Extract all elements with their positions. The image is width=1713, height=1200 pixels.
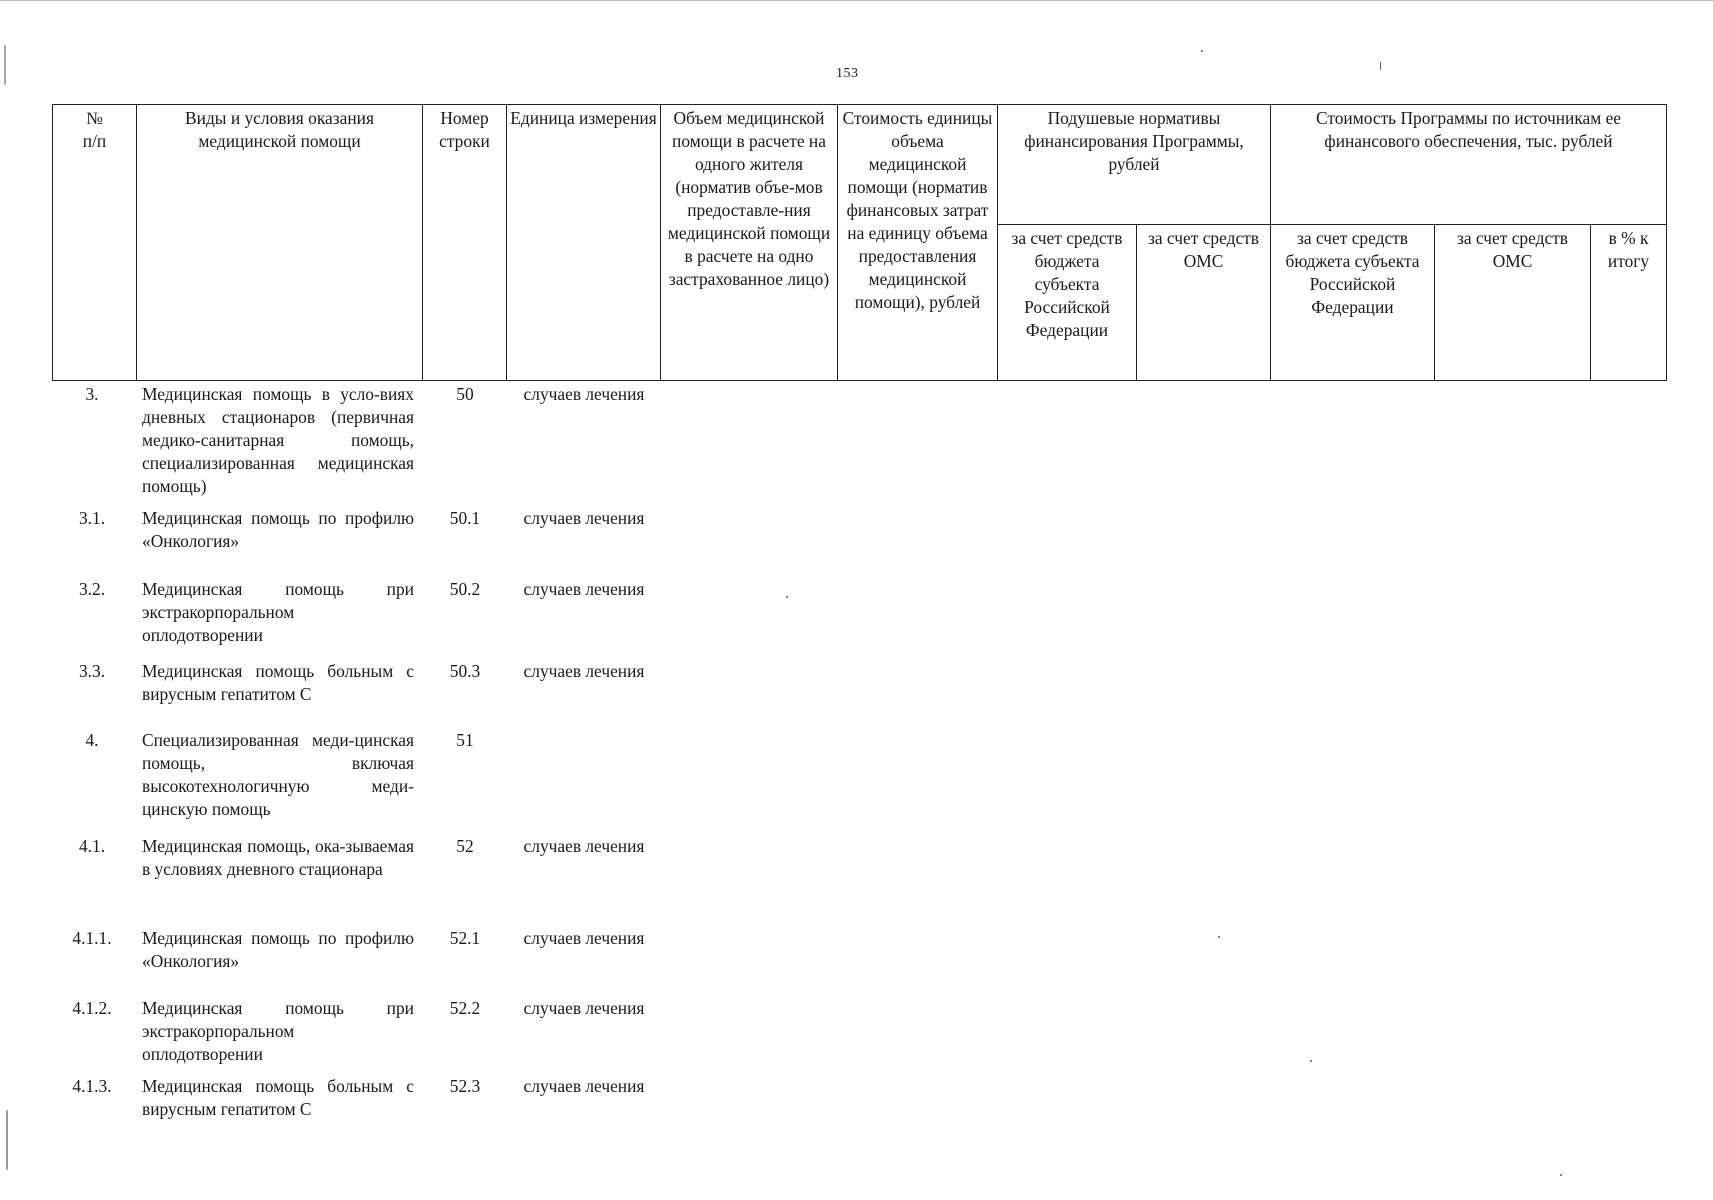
header-kinds: Виды и условия оказания медицинской помощи [137,105,423,381]
row-line-number: 50.1 [449,508,481,528]
row-unit: случаев лечения [523,508,645,528]
row-name: Медицинская помощь в усло-виях дневных стационаров (первичная медико-санитарная помощь, специализированная медицинская помощь) [142,384,414,496]
row-name: Медицинская помощь, ока-зываемая в условиях дневного стационара [142,836,414,879]
row-num: 4.1.2. [72,998,112,1018]
header-line-number: Номер строки [423,105,507,381]
scan-edge [0,0,1713,1]
row-line-number: 52 [456,836,474,856]
row-num: 3.2. [78,579,106,599]
row-line-number: 50.3 [449,661,481,681]
row-name: Медицинская помощь больным с вирусным гепатитом С [142,661,414,704]
scan-speck [1218,936,1220,938]
row-num: 4. [85,730,99,750]
row-num: 4.1.1. [72,928,112,948]
row-num: 4.1.3. [72,1076,112,1096]
row-line-number: 51 [456,730,474,750]
row-unit: случаев лечения [523,579,645,599]
header-program-percent: в % к итогу [1591,225,1667,381]
scan-speck [1560,1174,1562,1176]
row-line-number: 52.2 [449,998,481,1018]
row-num: 3. [85,384,99,404]
row-name: Специализированная меди-цинская помощь, включая высокотехнологичную меди-цинскую помощь [142,730,414,819]
header-volume: Объем медицинской помощи в расчете на одного жителя (норматив объе-мов предоставле-ния медицинской помощи в расчете на одно застрахованное лицо) [661,105,838,381]
scan-speck [6,1110,8,1170]
row-num: 4.1. [78,836,106,856]
scan-speck [1201,50,1203,52]
header-per-capita-budget: за счет средств бюджета субъекта Российской Федерации [998,225,1137,381]
header-unit: Единица измерения [507,105,661,381]
row-num: 3.1. [78,508,106,528]
header-per-capita: Подушевые нормативы финансирования Программы, рублей [998,105,1271,225]
table-header [52,104,1667,381]
row-unit: случаев лечения [523,998,645,1018]
page-number: 153 [836,66,859,81]
row-line-number: 52.1 [449,928,481,948]
header-per-capita-oms: за счет средств ОМС [1137,225,1271,381]
row-unit: случаев лечения [523,836,645,856]
scan-speck [786,596,788,598]
scan-speck [1310,1060,1312,1062]
row-line-number: 50 [456,384,474,404]
row-line-number: 52.3 [449,1076,481,1096]
row-name: Медицинская помощь больным с вирусным гепатитом С [142,1076,414,1119]
header-program-oms: за счет средств ОМС [1435,225,1591,381]
header-unit-cost: Стоимость единицы объема медицинской помощи (норматив финансовых затрат на единицу объема предоставления медицинской помощи), рублей [838,105,998,381]
row-unit: случаев лечения [523,928,645,948]
row-name: Медицинская помощь по профилю «Онкология» [142,928,414,971]
row-name: Медицинская помощь по профилю «Онкология» [142,508,414,551]
row-num: 3.3. [78,661,106,681]
header-num: № п/п [53,105,137,381]
header-program-budget: за счет средств бюджета субъекта Российской Федерации [1271,225,1435,381]
row-name: Медицинская помощь при экстракорпоральном оплодотворении [142,579,414,645]
row-unit: случаев лечения [523,384,645,404]
row-name: Медицинская помощь при экстракорпоральном оплодотворении [142,998,414,1064]
scan-speck [4,45,6,85]
row-unit: случаев лечения [523,661,645,681]
header-program-cost: Стоимость Программы по источникам ее финансового обеспечения, тыс. рублей [1271,105,1667,225]
row-unit: случаев лечения [523,1076,645,1096]
scan-speck [1380,62,1381,70]
row-line-number: 50.2 [449,579,481,599]
